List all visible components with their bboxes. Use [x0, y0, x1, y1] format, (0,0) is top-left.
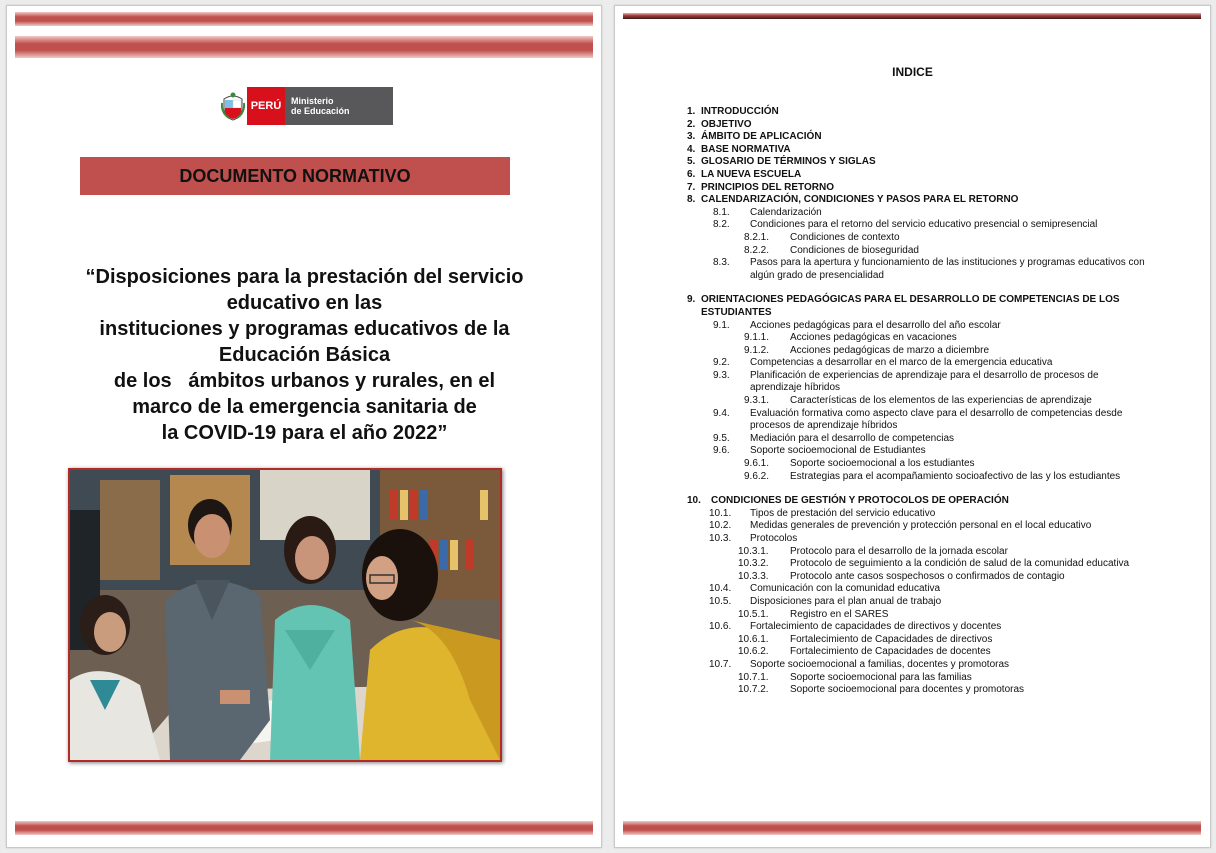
index-entry-text: Acciones pedagógicas de marzo a diciembre [790, 344, 989, 356]
index-entry-number: 10.6. [709, 621, 732, 633]
index-entry-number: 10.7.2. [738, 684, 769, 696]
index-entry [687, 533, 1147, 546]
index-entry-text: Fortalecimiento de Capacidades de directivos [790, 633, 993, 645]
index-entry-text: Comunicación con la comunidad educativa [750, 583, 941, 595]
index-entry-number: 10.3. [709, 533, 732, 544]
index-entry [687, 520, 1147, 533]
index-entry-number: 4. [687, 143, 696, 155]
coat-of-arms-icon [219, 87, 247, 125]
index-entry-text: INTRODUCCIÓN [701, 106, 779, 117]
logo-ministry-text [285, 87, 393, 125]
index-entry-text: Soporte socioemocional para docentes y promotoras [790, 684, 1025, 696]
title-line: Educación Básica [218, 344, 391, 366]
index-entry-number: 9.6.2. [744, 470, 770, 482]
index-entry [687, 345, 1147, 358]
index-entry-text: CALENDARIZACIÓN, CONDICIONES Y PASOS PARA EL RETORNO [701, 194, 1019, 206]
index-entry-number: 9.3.1. [744, 395, 770, 407]
index-entry-number: 9.4. [713, 407, 730, 419]
title-line: la COVID-19 para el año 2022” [161, 422, 448, 444]
index-entry-number: 1. [687, 106, 696, 117]
index-entry [687, 131, 1147, 144]
index-entry-text: LA NUEVA ESCUELA [701, 168, 802, 180]
index-entry-number: 10.7. [709, 658, 732, 670]
index-entry-number: 9.6. [713, 445, 730, 457]
index-entry [687, 583, 1147, 596]
index-entry [687, 433, 1147, 446]
index-entry-text: Competencias a desarrollar en el marco de la emergencia educativa [750, 357, 1053, 369]
index-entry-text: Tipos de prestación del servicio educativo [750, 507, 936, 519]
index-entry-number: 9.1.1. [744, 332, 770, 344]
index-entry [687, 621, 1147, 634]
index-entry-number: 10.7.1. [738, 671, 769, 683]
index-entry-text: Estrategias para el acompañamiento socioafectivo de las y los estudiantes [790, 470, 1121, 482]
document-type-banner: DOCUMENTO NORMATIVO [80, 157, 510, 195]
index-entry-number: 6. [687, 168, 696, 180]
index-entry-number: 8.2.1. [744, 231, 770, 243]
index-entry-number: 10.6.2. [738, 646, 769, 658]
index-entry-number: 9.5. [713, 432, 730, 444]
index-entry-text: Medidas generales de prevención y protección personal en el local educativo [750, 520, 1092, 532]
index-entry-text: Protocolos [750, 533, 798, 544]
index-entry-text: Protocolo para el desarrollo de la jornada escolar [790, 545, 1008, 557]
index-entry [687, 207, 1147, 220]
index-entry-number: 10.2. [709, 520, 732, 532]
index-entry [687, 119, 1147, 132]
logo-ministry-line1: Ministerio [291, 96, 334, 106]
index-entry-text: Registro en el SARES [790, 608, 889, 620]
index-entry-number: 10.1. [709, 507, 732, 519]
index-entry-text: ÁMBITO DE APLICACIÓN [701, 131, 822, 143]
index-entry [687, 182, 1147, 195]
index-entry-number: 9. [687, 294, 696, 306]
index-entry-text: CONDICIONES DE GESTIÓN Y PROTOCOLOS DE OPERACIÓN [711, 495, 1009, 507]
index-entry-number: 8.2.2. [744, 244, 770, 256]
index-entry-number: 8.3. [713, 257, 730, 269]
title-line: de los ámbitos urbanos y rurales, en el [113, 370, 496, 392]
index-entry-text: GLOSARIO DE TÉRMINOS Y SIGLAS [701, 156, 876, 168]
index-entry-number: 10.6.1. [738, 633, 769, 645]
index-entry [687, 596, 1147, 609]
index-entry [687, 458, 1147, 471]
index-entry-number: 10.3.1. [738, 545, 769, 557]
index-entry-text: Planificación de experiencias de aprendizaje para el desarrollo de procesos de aprendizaje híbridos [750, 369, 1099, 394]
index-entry [687, 684, 1147, 697]
document-title [37, 264, 572, 446]
index-entry [687, 634, 1147, 647]
index-entry [687, 370, 1147, 395]
index-entry-number: 10.3.3. [738, 570, 769, 582]
index-entry [687, 558, 1147, 571]
index-list [687, 106, 1147, 697]
index-entry-text: Pasos para la apertura y funcionamiento de las instituciones y programas educativos con algún grado de presencialidad [750, 257, 1145, 281]
index-entry [687, 144, 1147, 157]
index-entry-text: Características de los elementos de las experiencias de aprendizaje [790, 395, 1092, 407]
header-band-top [15, 12, 593, 26]
index-entry [687, 257, 1147, 282]
index-entry [687, 546, 1147, 559]
index-entry-number: 10.3.2. [738, 558, 769, 570]
index-entry [687, 156, 1147, 169]
index-entry [687, 471, 1147, 484]
index-entry [687, 408, 1147, 433]
index-entry-text: Acciones pedagógicas para el desarrollo del año escolar [750, 319, 1001, 331]
index-entry-text: Soporte socioemocional a familias, docentes y promotoras [750, 658, 1010, 670]
index-entry [687, 194, 1147, 207]
index-entry [687, 508, 1147, 521]
index-entry [687, 495, 1147, 508]
header-band [623, 13, 1201, 19]
index-entry-text: Fortalecimiento de capacidades de directivos y docentes [750, 621, 1002, 633]
index-entry-text: Disposiciones para el plan anual de trabajo [750, 595, 942, 607]
index-entry [687, 672, 1147, 685]
index-entry-text: Fortalecimiento de Capacidades de docentes [790, 646, 991, 658]
index-entry-text: Mediación para el desarrollo de competencias [750, 432, 955, 444]
index-entry-text: Condiciones de contexto [790, 231, 900, 243]
index-entry-text: Condiciones para el retorno del servicio educativo presencial o semipresencial [750, 219, 1098, 231]
index-entry-text: PRINCIPIOS DEL RETORNO [701, 181, 834, 193]
index-entry-number: 10.4. [709, 583, 732, 595]
index-entry [687, 219, 1147, 232]
cover-page [6, 5, 602, 848]
index-entry [687, 106, 1147, 119]
cover-photo [68, 468, 502, 762]
index-entry-text: ORIENTACIONES PEDAGÓGICAS PARA EL DESARROLLO DE COMPETENCIAS DE LOS ESTUDIANTES [701, 294, 1120, 318]
index-entry-number: 9.3. [713, 369, 730, 381]
index-entry-text: Calendarización [750, 206, 822, 218]
index-entry [687, 232, 1147, 245]
index-entry [687, 609, 1147, 622]
index-entry-number: 9.2. [713, 357, 730, 369]
index-spacer [687, 282, 1147, 294]
index-entry-text: Protocolo ante casos sospechosos o confirmados de contagio [790, 570, 1065, 582]
index-spacer [687, 483, 1147, 495]
title-line: “Disposiciones para la prestación del servicio [85, 266, 524, 288]
index-entry-text: Acciones pedagógicas en vacaciones [790, 332, 957, 344]
index-entry [687, 646, 1147, 659]
index-entry [687, 294, 1147, 319]
index-entry-number: 7. [687, 181, 696, 193]
logo-country: PERÚ [247, 87, 285, 125]
footer-band [15, 821, 593, 835]
index-entry [687, 395, 1147, 408]
index-entry-number: 2. [687, 118, 696, 130]
index-title: INDICE [892, 65, 933, 79]
index-entry-text: BASE NORMATIVA [701, 143, 791, 155]
title-line: marco de la emergencia sanitaria de [132, 396, 477, 418]
header-band-bottom [15, 36, 593, 58]
index-entry-text: Soporte socioemocional para las familias [790, 671, 972, 683]
index-entry-number: 8. [687, 194, 696, 206]
index-entry-number: 8.1. [713, 206, 730, 218]
index-entry [687, 659, 1147, 672]
index-entry-number: 5. [687, 156, 696, 168]
index-entry [687, 169, 1147, 182]
index-entry-number: 9.6.1. [744, 458, 770, 470]
index-entry [687, 445, 1147, 458]
index-entry-number: 8.2. [713, 219, 730, 231]
index-entry [687, 571, 1147, 584]
index-entry-number: 9.1.2. [744, 344, 770, 356]
ministry-logo [219, 87, 393, 125]
index-entry-number: 10. [687, 495, 701, 507]
title-line: instituciones y programas educativos de la [99, 318, 510, 340]
index-entry-number: 9.1. [713, 319, 730, 331]
title-line: educativo en las [226, 292, 383, 314]
index-entry-text: Soporte socioemocional de Estudiantes [750, 445, 926, 457]
index-entry-number: 3. [687, 131, 696, 143]
index-entry-number: 10.5.1. [738, 608, 769, 620]
index-entry-number: 10.5. [709, 595, 732, 607]
index-entry-text: OBJETIVO [701, 118, 752, 130]
index-page [614, 5, 1211, 848]
footer-band [623, 821, 1201, 835]
logo-ministry-line2: de Educación [291, 106, 350, 116]
index-entry [687, 245, 1147, 258]
index-entry [687, 332, 1147, 345]
index-entry-text: Condiciones de bioseguridad [790, 244, 919, 256]
index-entry [687, 357, 1147, 370]
index-entry [687, 320, 1147, 333]
index-entry-text: Evaluación formativa como aspecto clave para el desarrollo de competencias desde procesos de aprendizaje híbridos [750, 407, 1123, 432]
index-entry-text: Protocolo de seguimiento a la condición de salud de la comunidad educativa [790, 558, 1130, 570]
index-entry-text: Soporte socioemocional a los estudiantes [790, 458, 975, 470]
